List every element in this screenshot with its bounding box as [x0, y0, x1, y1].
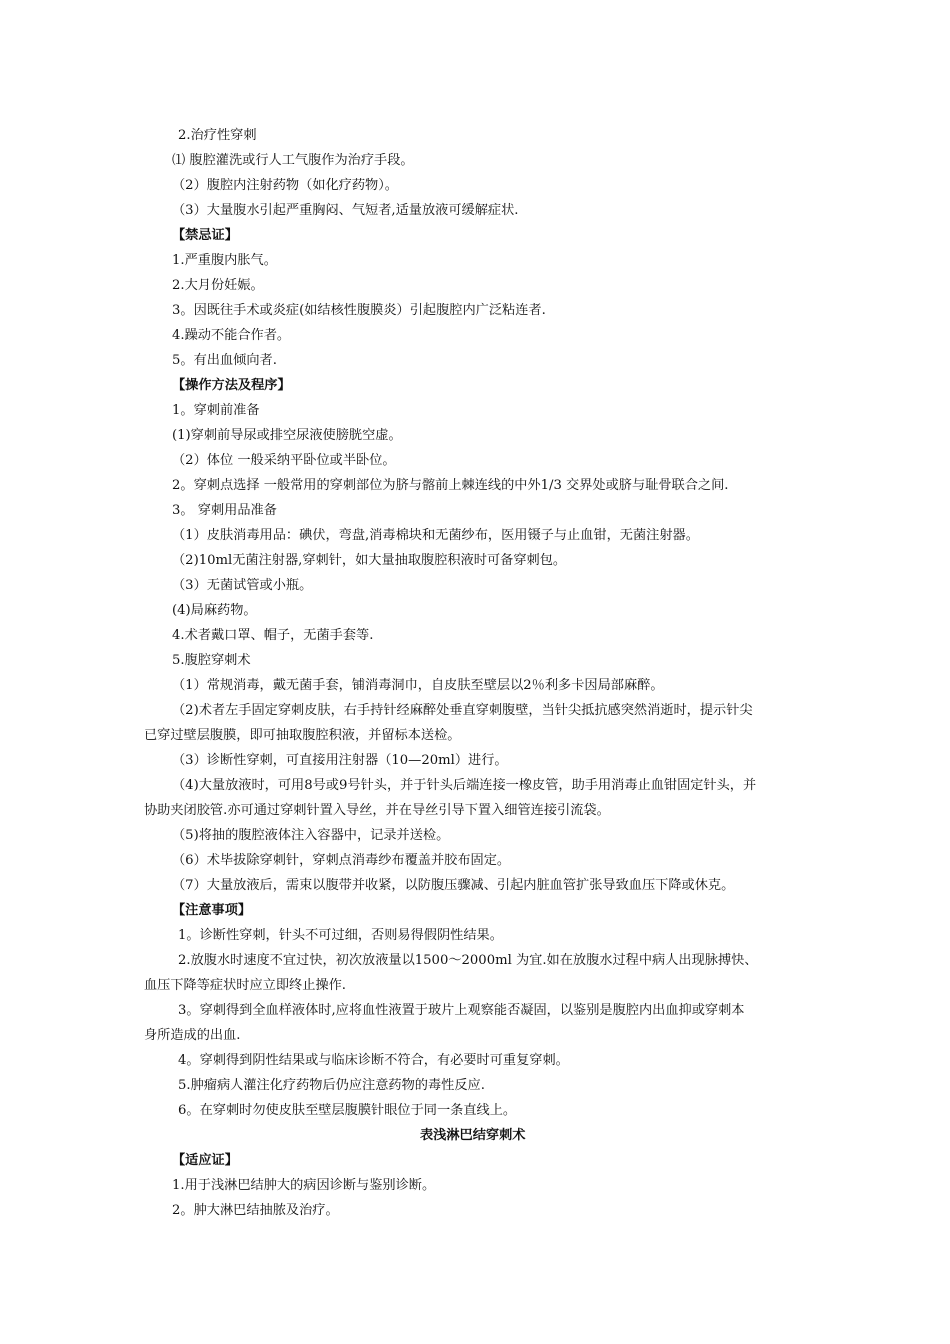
text-line: (4)局麻药物。: [172, 603, 257, 618]
section-heading: 【适应证】: [172, 1153, 238, 1168]
text-line: (1)穿刺前导尿或排空尿液使膀胱空虚。: [172, 428, 402, 443]
text-line: 4。穿刺得到阴性结果或与临床诊断不符合，有必要时可重复穿刺。: [178, 1053, 569, 1068]
text-line: 2。穿刺点选择 一般常用的穿刺部位为脐与髂前上棘连线的中外1/3 交界处或脐与耻骨联合之间.: [172, 478, 729, 493]
text-line: （5)将抽的腹腔液体注入容器中，记录并送检。: [172, 828, 450, 843]
text-line: 2.放腹水时速度不宜过快，初次放液量以1500～2000ml 为宜.如在放腹水过程中病人出现脉搏快、: [178, 953, 758, 968]
text-line: 协助夹闭胶管.亦可通过穿刺针置入导丝，并在导丝引导下置入细管连接引流袋。: [144, 803, 610, 818]
text-line: 2.大月份妊娠。: [172, 278, 264, 293]
text-line: 4.躁动不能合作者。: [172, 328, 291, 343]
text-line: 5。有出血倾向者.: [172, 353, 277, 368]
text-line: 已穿过壁层腹膜，即可抽取腹腔积液，并留标本送检。: [144, 728, 461, 743]
text-line: 1.严重腹内胀气。: [172, 253, 277, 268]
text-line: 5.腹腔穿刺术: [172, 653, 251, 668]
section-heading: 【操作方法及程序】: [172, 378, 291, 393]
text-line: 3。穿刺得到全血样液体时,应将血性液置于玻片上观察能否凝固，以鉴别是腹腔内出血抑或穿刺本: [178, 1003, 745, 1018]
text-line: 3。 穿刺用品准备: [172, 503, 277, 518]
text-line: （2)术者左手固定穿刺皮肤，右手持针经麻醉处垂直穿刺腹壁，当针尖抵抗感突然消逝时，提示针尖: [172, 703, 753, 718]
text-line: （3）无菌试管或小瓶。: [172, 578, 313, 593]
text-line: 1.用于浅淋巴结肿大的病因诊断与鉴别诊断。: [172, 1178, 436, 1193]
text-line: 1。穿刺前准备: [172, 403, 260, 418]
text-line: 血压下降等症状时应立即终止操作.: [144, 978, 347, 993]
text-line: （4)大量放液时，可用8号或9号针头，并于针头后端连接一橡皮管，助手用消毒止血钳固定针头，并: [172, 778, 757, 793]
text-line: 身所造成的出血.: [144, 1028, 241, 1043]
section-title: 表浅淋巴结穿刺术: [420, 1128, 526, 1143]
text-line: ⑴ 腹腔灌洗或行人工气腹作为治疗手段。: [172, 153, 414, 168]
text-line: （1）常规消毒，戴无菌手套，铺消毒洞巾，自皮肤至壁层以2％利多卡因局部麻醉。: [172, 678, 664, 693]
text-line: （2）腹腔内注射药物（如化疗药物）。: [172, 178, 398, 193]
text-line: （7）大量放液后，需束以腹带并收紧，以防腹压骤减、引起内脏血管扩张导致血压下降或休克。: [172, 878, 735, 893]
text-line: （3）大量腹水引起严重胸闷、气短者,适量放液可缓解症状.: [172, 203, 519, 218]
text-line: 6。在穿刺时勿使皮肤至壁层腹膜针眼位于同一条直线上。: [178, 1103, 517, 1118]
text-line: 2。肿大淋巴结抽脓及治疗。: [172, 1203, 339, 1218]
text-line: （1）皮肤消毒用品：碘伏，弯盘,消毒棉块和无菌纱布，医用镊子与止血钳，无菌注射器。: [172, 528, 699, 543]
text-line: 1。诊断性穿刺，针头不可过细，否则易得假阴性结果。: [178, 928, 503, 943]
text-line: 4.术者戴口罩、帽子，无菌手套等.: [172, 628, 374, 643]
text-line: （6）术毕拔除穿刺针，穿刺点消毒纱布覆盖并胶布固定。: [172, 853, 511, 868]
text-line: （2)10ml无菌注射器,穿刺针，如大量抽取腹腔积液时可备穿刺包。: [172, 553, 567, 568]
text-line: 5.肿瘤病人灌注化疗药物后仍应注意药物的毒性反应.: [178, 1078, 485, 1093]
text-line: 3。因既往手术或炎症(如结核性腹膜炎）引起腹腔内广泛粘连者.: [172, 303, 546, 318]
text-line: （3）诊断性穿刺，可直接用注射器（10—20ml）进行。: [172, 753, 508, 768]
section-heading: 【禁忌证】: [172, 228, 238, 243]
text-line: （2）体位 一般采纳平卧位或半卧位。: [172, 453, 396, 468]
text-line: 2.治疗性穿刺: [178, 128, 257, 143]
section-heading: 【注意事项】: [172, 903, 252, 918]
